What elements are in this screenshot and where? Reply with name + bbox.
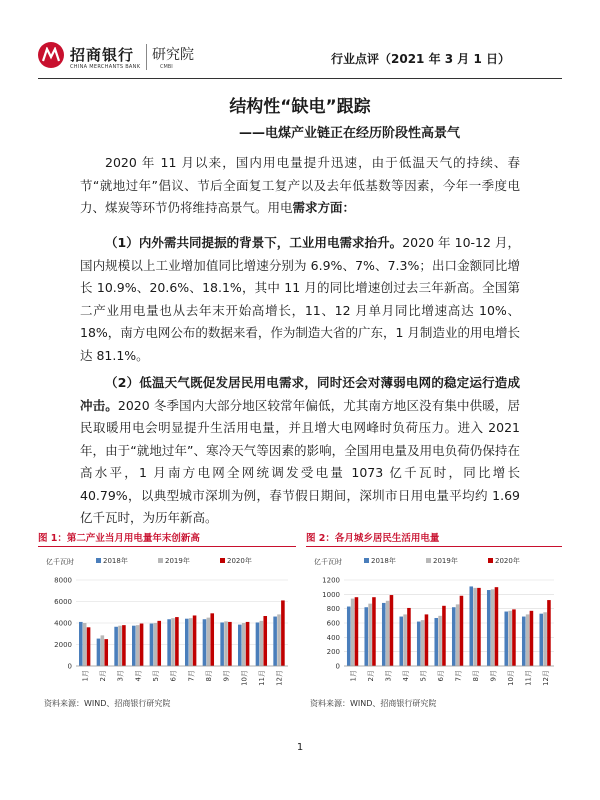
chart2-bar-1-11 <box>543 612 547 666</box>
chart2-caption-rule <box>306 546 562 547</box>
logo-divider <box>146 44 147 70</box>
chart2-bar-1-3 <box>403 614 407 666</box>
chart1-bar-2-10 <box>263 616 267 666</box>
chart1-bar-2-6 <box>193 615 197 666</box>
chart1-ytick-2: 4000 <box>54 619 72 628</box>
chart1-bar-1-4 <box>154 623 158 666</box>
chart1-bar-0-3 <box>132 626 136 666</box>
chart1-legend-label-0: 2018年 <box>103 557 128 565</box>
chart1-bar-1-11 <box>277 614 281 666</box>
industrial-heading: （1）内外需共同提振的背景下，工业用电需求抬升。 <box>105 235 403 250</box>
chart1-unit-label: 亿千瓦时 <box>46 558 74 566</box>
chart2-bar-0-0 <box>347 607 351 666</box>
chart2-xtick-9: 10月 <box>506 670 515 686</box>
chart2-xtick-3: 4月 <box>401 670 410 682</box>
bank-logo-icon <box>38 42 64 68</box>
chart2-ytick-0: 0 <box>335 662 340 671</box>
chart2-bar-2-4 <box>425 614 429 666</box>
chart1-bar-2-4 <box>157 621 161 666</box>
chart1-xtick-5: 6月 <box>169 670 178 682</box>
chart1-bar-1-6 <box>189 618 193 666</box>
chart2-bar-2-7 <box>477 588 481 666</box>
chart2-xtick-1: 2月 <box>366 670 375 682</box>
chart1-xtick-1: 2月 <box>99 670 107 682</box>
chart2-bar-0-2 <box>382 603 386 666</box>
chart2-bar-1-4 <box>421 620 425 666</box>
chart1-bar-1-2 <box>118 626 122 666</box>
chart2-xtick-11: 12月 <box>541 670 550 686</box>
chart2-bar-2-8 <box>495 587 499 666</box>
chart1-bar-2-9 <box>246 622 250 666</box>
chart1-bar-1-7 <box>207 618 211 666</box>
chart2-bar-0-6 <box>452 607 456 666</box>
page-header <box>0 0 600 80</box>
chart1-bar-0-11 <box>273 617 277 666</box>
chart1-bar-0-6 <box>185 619 189 666</box>
chart2-xtick-8: 9月 <box>489 670 498 682</box>
chart2-ytick-2: 400 <box>326 633 340 642</box>
intro-text: 2020 年 11 月以来，国内用电量提升迅速，由于低温天气的持续、春节“就地过年”倡议、节后全面复工复产以及去年低基数等因素，今年一季度电力、煤炭等环节仍将维持高景气。用电 <box>80 155 520 215</box>
chart2-bar-0-5 <box>434 618 438 666</box>
chart2-bar-2-6 <box>460 596 464 666</box>
residential-text: 2020 冬季国内大部分地区较常年偏低，尤其南方地区没有集中供暖，居民取暖用电会明显提升生活用电量，并且增大电网峰时负荷压力。进入 2021 年，由于“就地过年”、寒冷天气等因素的影响，全国用电量及用电负荷仍保持在高水平，1 月南方电网全网统调发受电量 1073 亿千瓦时，同比增长 40.79%，以典型城市深圳为例，春节假日期间，深圳市日用电量平均约 1.69 亿千瓦时，为历年新高。 <box>80 397 520 525</box>
chart1-ytick-1: 2000 <box>54 641 72 649</box>
chart1-xtick-11: 12月 <box>275 670 284 686</box>
chart1-bar-0-0 <box>79 622 83 666</box>
chart1-bar-2-5 <box>175 617 179 666</box>
chart1-bar-1-8 <box>224 621 228 666</box>
chart1-bar-1-9 <box>242 623 246 666</box>
chart2-bar-1-2 <box>386 601 390 666</box>
chart2-bar-0-4 <box>417 622 421 666</box>
chart1-xtick-6: 7月 <box>187 670 196 682</box>
chart1-source: 资料来源：WIND、招商银行研究院 <box>44 699 171 708</box>
paragraph-residential <box>80 372 520 530</box>
chart2-legend-label-0: 2018年 <box>371 557 396 565</box>
chart1-bar-2-1 <box>104 639 108 666</box>
chart2-bar-2-0 <box>355 597 359 666</box>
chart2-bar-2-10 <box>530 611 534 666</box>
chart2-bar-2-5 <box>442 606 446 666</box>
chart1-bar-0-1 <box>97 639 101 666</box>
chart2-bar-2-9 <box>512 609 516 666</box>
chart1-bar-2-7 <box>210 613 214 666</box>
chart2-bar-1-9 <box>508 611 512 666</box>
chart1-legend-label-1: 2019年 <box>165 557 190 565</box>
header-divider <box>38 78 562 79</box>
chart1-bar-2-3 <box>140 624 144 666</box>
chart2-ytick-5: 1000 <box>322 590 340 599</box>
chart1-ytick-3: 6000 <box>54 598 72 606</box>
chart2-xtick-7: 8月 <box>471 670 480 682</box>
chart2-xtick-6: 7月 <box>454 670 463 682</box>
chart2-bar-2-1 <box>372 597 376 666</box>
page-title: 结构性“缺电”跟踪 <box>229 97 371 117</box>
report-type: 行业点评（2021 年 3 月 1 日） <box>331 52 510 66</box>
chart2-bar-0-7 <box>469 586 473 666</box>
chart2-bar-0-9 <box>504 612 508 666</box>
chart1-ytick-4: 8000 <box>54 576 72 585</box>
chart2-legend-label-1: 2019年 <box>433 557 458 565</box>
chart1-bar-2-0 <box>87 627 91 666</box>
chart1-xtick-3: 4月 <box>134 670 143 682</box>
chart2-bar-2-2 <box>390 595 394 666</box>
chart1-bar-1-5 <box>171 618 175 666</box>
chart1-bar-0-9 <box>238 625 242 666</box>
chart2-caption: 图 2：各月城乡居民生活用电量 <box>306 533 440 544</box>
residential-heading: （2）低温天气既促发居民用电需求，同时还会对薄弱电网的稳定运行造成冲击。 <box>80 375 520 413</box>
chart1-legend-swatch-0 <box>96 558 101 563</box>
paragraph-intro <box>80 152 520 220</box>
chart1-bar-1-0 <box>83 623 87 666</box>
chart2-bar-0-10 <box>522 617 526 666</box>
chart1-bar-0-10 <box>256 622 260 666</box>
chart2-xtick-2: 3月 <box>384 670 393 682</box>
chart2-legend-swatch-0 <box>364 558 369 563</box>
intro-bold: 需求方面： <box>292 200 356 215</box>
chart1-bar-0-7 <box>203 619 207 666</box>
chart2-bar-0-1 <box>364 607 368 666</box>
chart2-xtick-4: 5月 <box>419 670 428 682</box>
chart1-bar-0-8 <box>220 622 224 666</box>
chart1-legend-swatch-2 <box>220 558 225 563</box>
chart2-bar-1-7 <box>473 588 477 666</box>
chart1-bar-0-5 <box>167 619 171 666</box>
chart2-bar-0-11 <box>539 614 543 666</box>
chart2-bar-1-6 <box>456 604 460 666</box>
chart1-bar-2-11 <box>281 600 285 666</box>
chart1-xtick-2: 3月 <box>116 670 125 682</box>
chart2-bar-1-1 <box>368 604 372 666</box>
chart1-ytick-0: 0 <box>67 662 72 671</box>
chart2-bar-1-10 <box>526 614 530 666</box>
chart1-legend-label-2: 2020年 <box>227 557 252 565</box>
chart2-ytick-6: 1200 <box>322 576 340 585</box>
chart2-legend-label-2: 2020年 <box>495 557 520 565</box>
chart2-bar-1-0 <box>351 599 355 666</box>
chart1-caption-rule <box>38 546 296 547</box>
chart1-bar-2-2 <box>122 625 126 666</box>
chart1-xtick-0: 1月 <box>81 670 90 682</box>
paragraph-industrial <box>80 232 520 367</box>
chart1-bar-0-4 <box>150 624 154 666</box>
chart1-bar-1-1 <box>101 635 105 666</box>
chart1-xtick-7: 8月 <box>205 670 213 682</box>
bank-name-cn: 招商银行 <box>70 46 135 64</box>
institute-name-en: CMBI <box>160 64 173 70</box>
chart1-caption: 图 1：第二产业当月用电量年末创新高 <box>38 533 200 544</box>
bank-name-en: CHINA MERCHANTS BANK <box>70 64 141 70</box>
chart1 <box>38 550 296 695</box>
page-subtitle: ——电煤产业链正在经历阶段性高景气 <box>238 126 460 141</box>
chart2-ytick-1: 200 <box>326 648 340 657</box>
industrial-text: 2020 年 10-12 月，国内规模以上工业增加值同比增速分别为 6.9%、7%、7.3%；出口金额同比增长 10.9%、20.6%、18.1%，其中 11 月的同比增速创过去三年新高。全国第二产业用电量也从去年末开始高增长，11、12 月单月同比增速高达 10%、18%，南方电网公布的数据来看，作为制造大省的广东，1 月制造业的用电增长达 81.1%。 <box>80 235 521 363</box>
chart1-bar-1-10 <box>260 621 264 666</box>
chart2-xtick-0: 1月 <box>349 670 358 682</box>
chart1-xtick-9: 10月 <box>240 670 249 686</box>
page-number: 1 <box>296 742 304 753</box>
chart2-bar-0-3 <box>399 617 403 666</box>
chart2-ytick-3: 600 <box>326 619 340 628</box>
chart1-bar-1-3 <box>136 625 140 666</box>
chart2-bar-2-3 <box>407 608 411 666</box>
chart1-bar-2-8 <box>228 622 232 666</box>
chart2-legend-swatch-1 <box>426 558 431 563</box>
chart2-bar-1-5 <box>438 616 442 666</box>
chart2-bar-1-8 <box>491 589 495 666</box>
chart1-bar-0-2 <box>114 627 118 666</box>
chart2 <box>306 550 562 695</box>
chart2-bar-2-11 <box>547 600 551 666</box>
chart2-xtick-10: 11月 <box>524 670 533 686</box>
chart2-xtick-5: 6月 <box>436 670 445 682</box>
chart2-unit-label: 亿千瓦时 <box>314 558 342 566</box>
chart2-bar-0-8 <box>487 590 491 666</box>
chart1-xtick-4: 5月 <box>152 670 160 682</box>
chart1-xtick-10: 11月 <box>258 670 266 686</box>
chart2-legend-swatch-2 <box>488 558 493 563</box>
institute-name-cn: 研究院 <box>152 47 194 63</box>
chart1-legend-swatch-1 <box>158 558 163 563</box>
chart1-xtick-8: 9月 <box>222 670 231 682</box>
chart2-ytick-4: 800 <box>326 605 340 614</box>
chart2-source: 资料来源：WIND、招商银行研究院 <box>310 699 437 708</box>
